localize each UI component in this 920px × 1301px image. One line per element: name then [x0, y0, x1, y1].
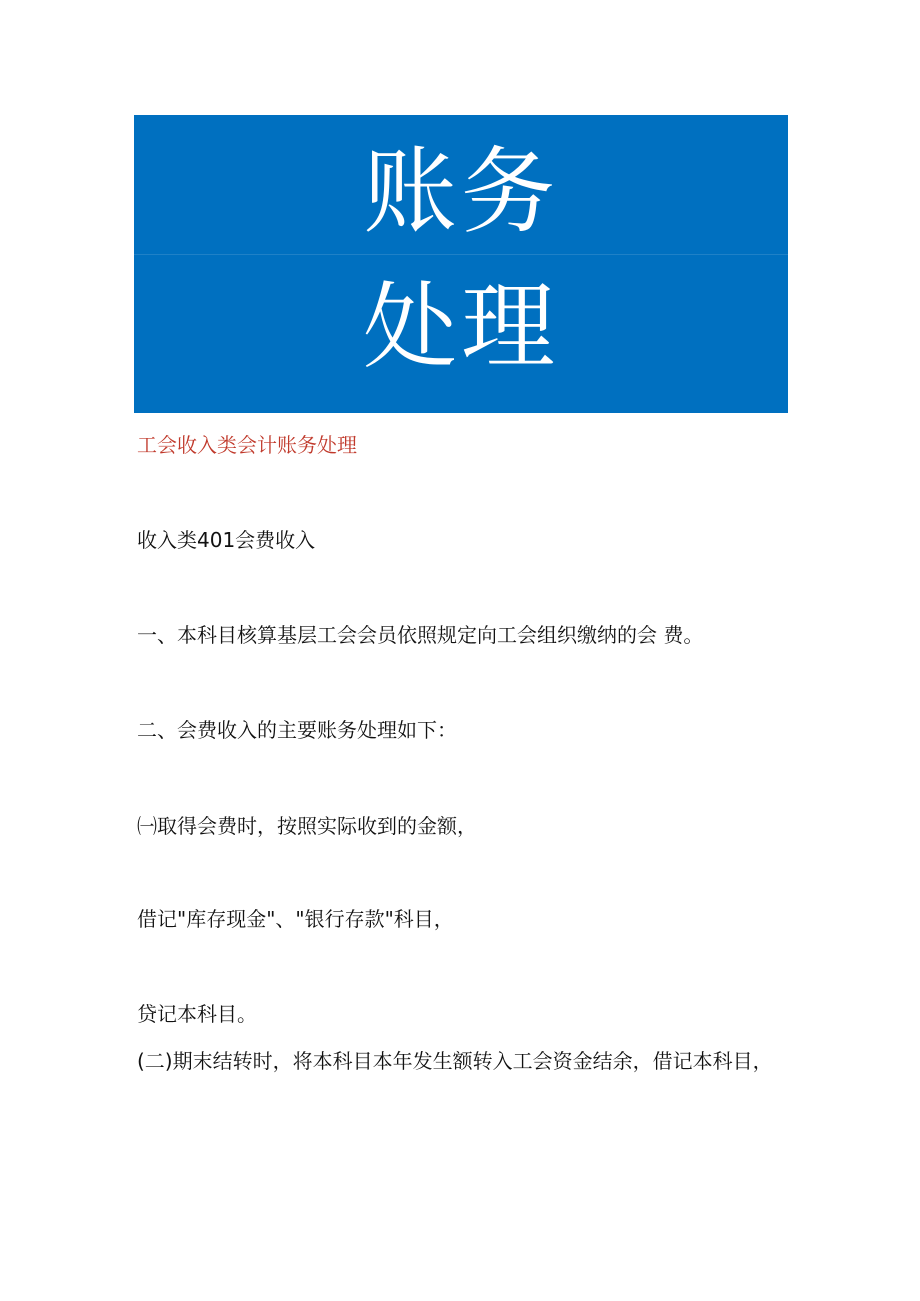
paragraph-entry-2: (二)期末结转时，将本科目本年发生额转入工会资金结余，借记本科目， — [137, 1049, 773, 1073]
paragraph-main-entries: 二、会费收入的主要账务处理如下： — [137, 718, 457, 742]
section-heading: 收入类401会费收入 — [137, 528, 316, 552]
banner-title-line-1: 账务 — [362, 138, 559, 247]
document-subtitle: 工会收入类会计账务处理 — [137, 433, 357, 457]
paragraph-credit: 贷记本科目。 — [137, 1002, 257, 1026]
paragraph-debit: 借记"库存现金"、"银行存款"科目， — [137, 907, 454, 931]
banner-divider — [134, 254, 788, 255]
paragraph-entry-1: ㈠取得会费时，按照实际收到的金额， — [137, 814, 477, 838]
banner-title-line-2: 处理 — [362, 273, 559, 382]
title-banner — [134, 115, 788, 413]
paragraph-scope: 一、本科目核算基层工会会员依照规定向工会组织缴纳的会 费。 — [137, 623, 704, 647]
